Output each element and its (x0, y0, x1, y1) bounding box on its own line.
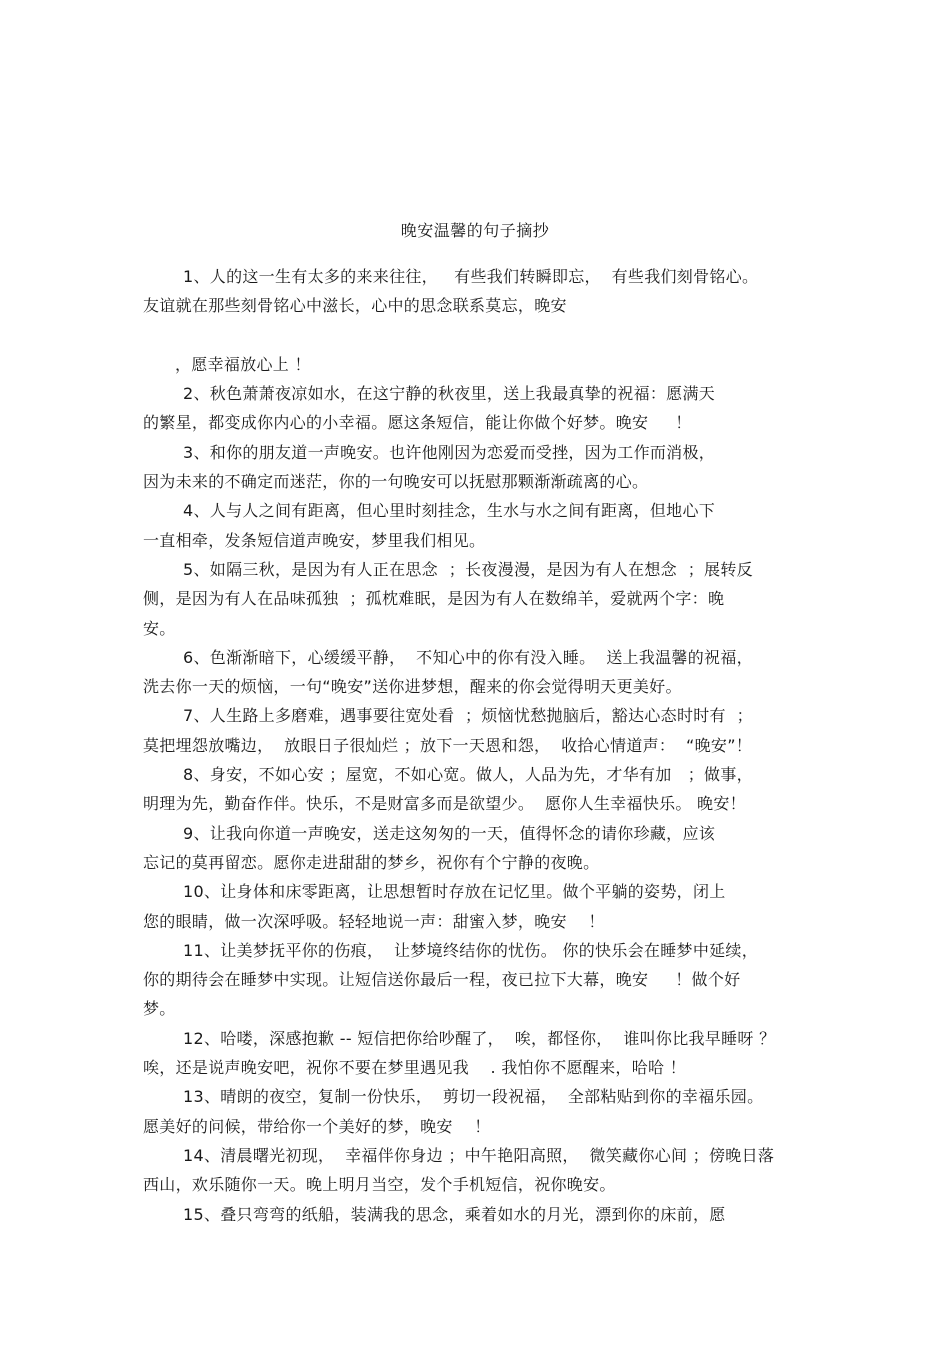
paragraph-line: 梦。 (143, 999, 176, 1019)
paragraph-line: 14、清晨曙光初现， 幸福伴你身边 ；中午艳阳高照， 微笑藏你心间 ；傍晚日落 (183, 1145, 775, 1165)
document-title: 晚安温馨的句子摘抄 (400, 221, 550, 240)
paragraph-line: 友谊就在那些刻骨铭心中滋长，心中的思念联系莫忘，晚安 (143, 296, 567, 316)
paragraph-line: 5、如隔三秋，是因为有人正在思念 ；长夜漫漫，是因为有人在想念 ；展转反 (183, 559, 753, 579)
paragraph-line: 12、哈喽，深感抱歉 -- 短信把你给吵醒了， 唉，都怪你， 谁叫你比我早睡呀 ？ (183, 1028, 776, 1048)
paragraph-line: 11、让美梦抚平你的伤痕， 让梦境终结你的忧伤。 你的快乐会在睡梦中延续， (183, 940, 759, 960)
paragraph-line: 愿美好的问候，带给你一个美好的梦，晚安 ！ (143, 1116, 491, 1136)
paragraph-line: 洗去你一天的烦恼，一句“晚安”送你进梦想，醒来的你会觉得明天更美好。 (143, 677, 682, 697)
paragraph-line: 侧，是因为有人在品味孤独 ；孤枕难眠，是因为有人在数绵羊，爱就两个字：晚 (143, 589, 725, 609)
paragraph-line: 您的眼睛，做一次深呼吸。轻轻地说一声：甜蜜入梦，晚安 ！ (143, 911, 605, 931)
paragraph-line: ，愿幸福放心上 ！ (175, 354, 311, 374)
paragraph-line: 西山，欢乐随你一天。晚上明月当空，发个手机短信，祝你晚安。 (143, 1175, 616, 1195)
paragraph-line: 一直相牵，发条短信道声晚安，梦里我们相见。 (143, 530, 486, 550)
paragraph-line: 你的期待会在睡梦中实现。让短信送你最后一程，夜已拉下大幕，晚安 ！做个好 (143, 970, 741, 990)
paragraph-line: 莫把埋怨放嘴边， 放眼日子很灿烂 ；放下一天恩和怨， 收拾心情道声： “晚安”！ (143, 735, 753, 755)
paragraph-line: 6、色渐渐暗下，心缓缓平静， 不知心中的你有没入睡。 送上我温馨的祝福， (183, 647, 753, 667)
paragraph-line: 忘记的莫再留恋。愿你走进甜甜的梦乡，祝你有个宁静的夜晚。 (143, 852, 600, 872)
paragraph-line: 因为未来的不确定而迷茫，你的一句晚安可以抚慰那颗渐渐疏离的心。 (143, 472, 649, 492)
blank-gap (143, 321, 809, 350)
paragraph-line: 10、让身体和床零距离，让思想暂时存放在记忆里。做个平躺的姿势，闭上 (183, 882, 726, 902)
document-body (143, 262, 809, 1229)
paragraph-line: 明理为先，勤奋作伴。快乐，不是财富多而是欲望少。 愿你人生幸福快乐。 晚安！ (143, 794, 746, 814)
paragraph-line: 4、人与人之间有距离，但心里时刻挂念，生水与水之间有距离，但地心下 (183, 501, 716, 521)
paragraph-line: 3、和你的朋友道一声晚安。也许他刚因为恋爱而受挫，因为工作而消极， (183, 442, 716, 462)
paragraph-line: 的繁星，都变成你内心的小幸福。愿这条短信，能让你做个好梦。晚安 ！ (143, 413, 692, 433)
paragraph-line: 1、人的这一生有太多的来来往往， 有些我们转瞬即忘， 有些我们刻骨铭心。 (183, 267, 759, 286)
paragraph-line: 13、晴朗的夜空，复制一份快乐， 剪切一段祝福， 全部粘贴到你的幸福乐园。 (183, 1087, 764, 1107)
paragraph-line: 2、秋色萧萧夜凉如水，在这宁静的秋夜里，送上我最真挚的祝福：愿满天 (183, 384, 716, 404)
paragraph-line: 9、让我向你道一声晚安，送走这匆匆的一天，值得怀念的请你珍藏，应该 (183, 823, 716, 843)
paragraph-line: 8、身安，不如心安 ；屋宽，不如心宽。做人，人品为先，才华有加 ；做事， (183, 765, 753, 785)
paragraph-line: 唉，还是说声晚安吧，祝你不要在梦里遇见我 . 我怕你不愿醒来，哈哈 ！ (143, 1058, 687, 1078)
paragraph-line: 安。 (143, 618, 176, 638)
paragraph-line: 15、叠只弯弯的纸船，装满我的思念，乘着如水的月光，漂到你的床前，愿 (183, 1204, 726, 1224)
paragraph-line: 7、人生路上多磨难，遇事要往宽处看 ；烦恼忧愁抛脑后，豁达心态时时有 ； (183, 706, 753, 726)
